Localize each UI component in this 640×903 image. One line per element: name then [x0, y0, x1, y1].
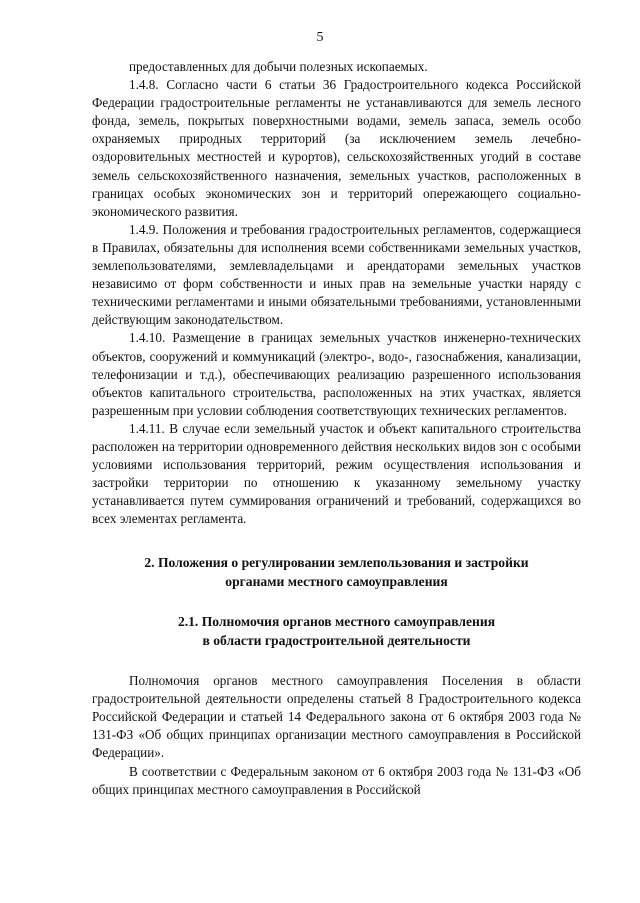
- section-2-1-heading: [92, 613, 581, 650]
- paragraph-1-4-11: 1.4.11. В случае если земельный участок и объект капитального строительства расположен на территории одновременного действия нескольких видов зон с особыми условиями использования территорий, режим осуществления использования и застройки территории по отношению к указанному земельному участку устанавливается путем суммирования ограничений и требований, содержащихся во всех элементах регламента.: [92, 420, 581, 527]
- document-body: [92, 58, 581, 799]
- paragraph-1-4-10: 1.4.10. Размещение в границах земельных участков инженерно-технических объектов, сооружений и коммуникаций (электро-, водо-, газоснабжения, канализации, телефонизации и т.д.), обеспечивающих реализацию разрешенного использования объектов капитального строительства, расположенных на этих участках, является разрешенным при условии соблюдения соответствующих технических регламентов.: [92, 330, 581, 418]
- section-2-heading-line-1: 2. Положения о регулировании землепользования и застройки: [144, 555, 529, 571]
- paragraph-1-4-8: 1.4.8. Согласно части 6 статьи 36 Градостроительного кодекса Российской Федерации градостроительные регламенты не устанавливаются для земель лесного фонда, земель, покрытых поверхностными водами, земель запаса, земель особо охраняемых природных территорий (за исключением земель лечебно-оздоровительных местностей и курортов), сельскохозяйственных угодий в составе земель сельскохозяйственного назначения, земельных участков, расположенных в границах особых экономических зон и территорий опережающего социально-экономического развития.: [92, 77, 581, 219]
- section-2-1-heading-line-2: в области градостроительной деятельности: [202, 632, 471, 648]
- paragraph-continuation: предоставленных для добычи полезных ископаемых.: [129, 59, 428, 74]
- section-2-1-heading-line-1: 2.1. Полномочия органов местного самоуправления: [177, 614, 496, 630]
- section-2-heading: [92, 554, 581, 591]
- paragraph-powers: Полномочия органов местного самоуправления Поселения в области градостроительной деятельности определены статьей 8 Градостроительного кодекса Российской Федерации и статьей 14 Федерального закона от 6 октября 2003 года № 131-ФЗ «Об общих принципах организации местного самоуправления в Российской Федерации».: [92, 673, 581, 761]
- paragraph-1-4-9: 1.4.9. Положения и требования градостроительных регламентов, содержащиеся в Правилах, обязательны для исполнения всеми собственниками земельных участков, землепользователями, землевладельцами и арендаторами земельных участков независимо от форм собственности и иных прав на земельные участки наряду с техническими регламентами и иными обязательными требованиями, установленными действующим законодательством.: [92, 221, 581, 328]
- paragraph-federal-law: В соответствии с Федеральным законом от 6 октября 2003 года № 131-ФЗ «Об общих принципах местного самоуправления в Российской: [92, 763, 581, 797]
- page-number: 5: [316, 30, 324, 45]
- section-2-heading-line-2: органами местного самоуправления: [225, 573, 448, 589]
